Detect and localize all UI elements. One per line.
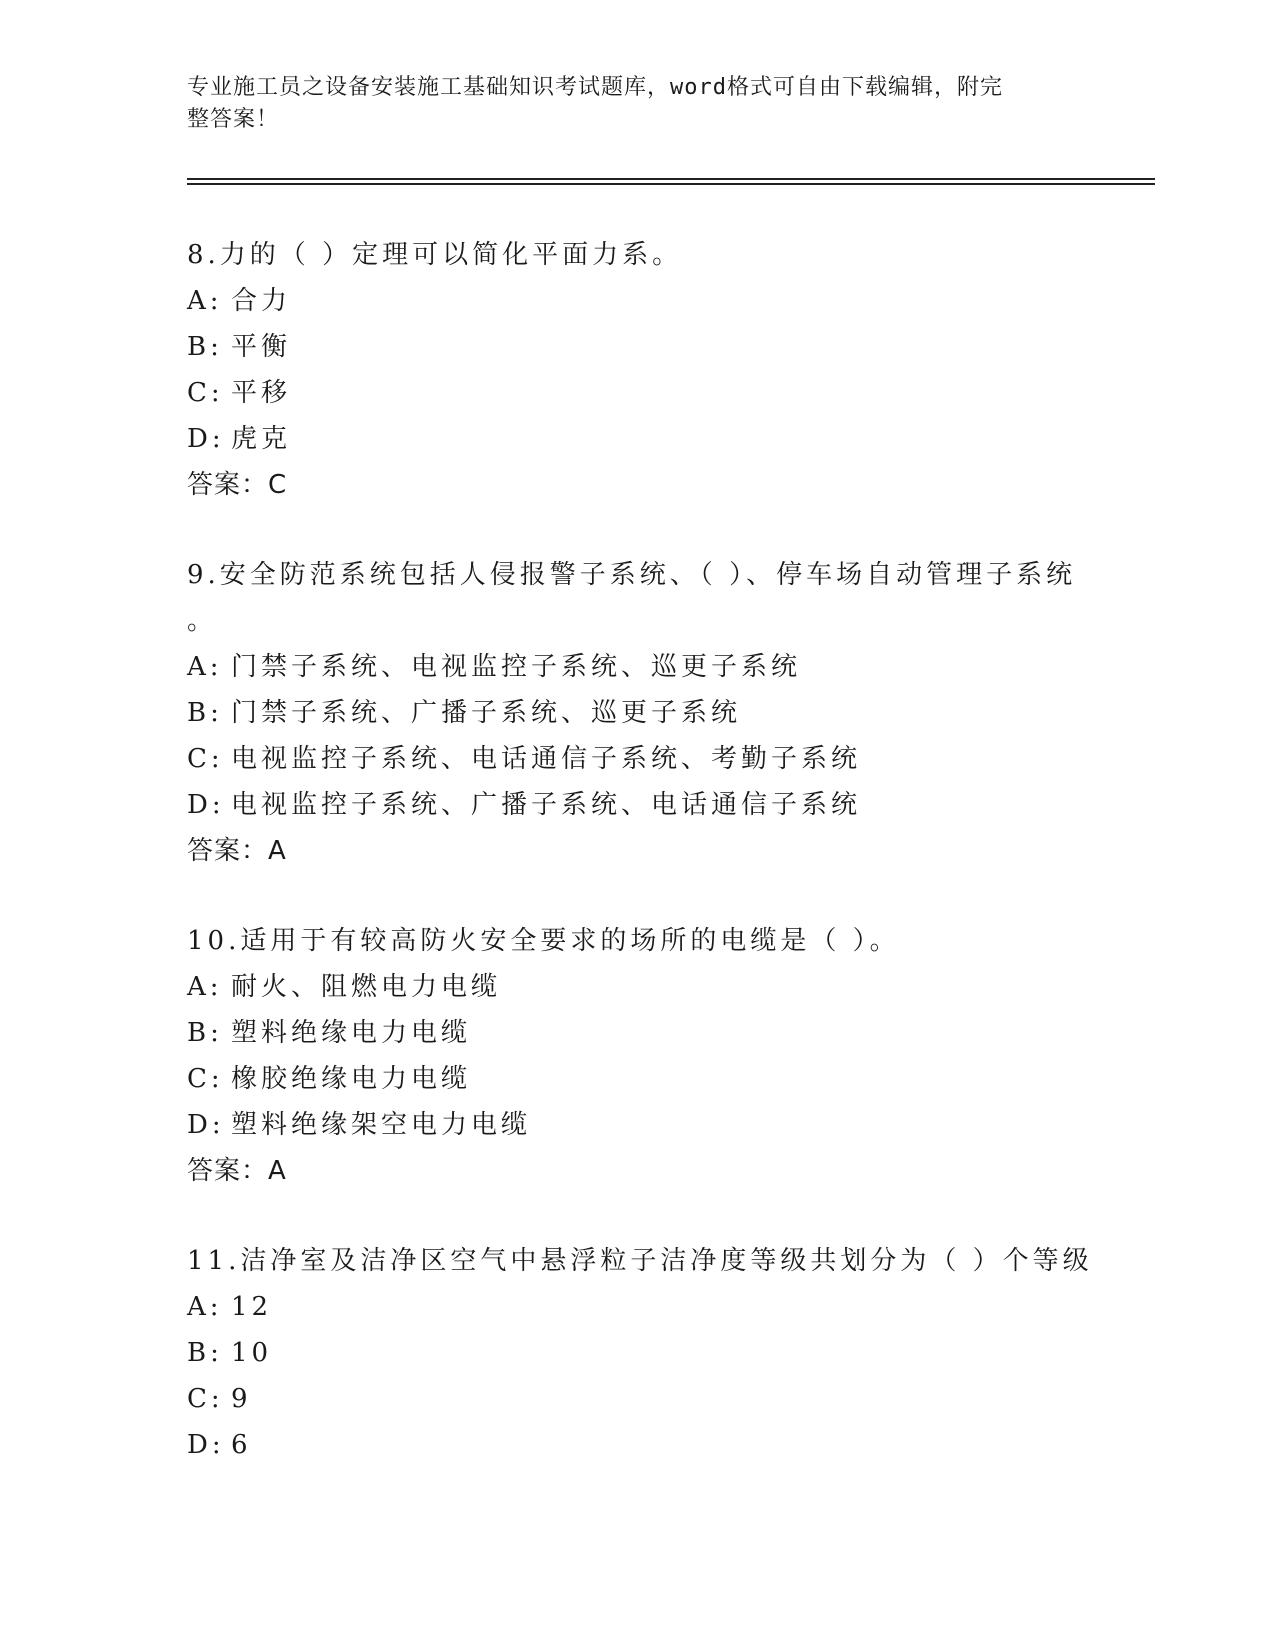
option-c [187,1376,1087,1422]
option-text: 平衡 [231,332,292,362]
option-b [187,1010,1087,1056]
option-c [187,736,1087,782]
option-key: C: [187,378,224,408]
option-b [187,690,1087,736]
option-a [187,644,1087,690]
question-stem-continuation: 。 [187,606,218,636]
document-header [187,72,1067,136]
option-a [187,964,1087,1010]
option-key: D: [187,1110,225,1140]
option-key: A: [187,286,223,316]
question-10 [187,918,1087,1194]
option-d [187,1422,1087,1468]
option-key: A: [187,1292,223,1322]
question-stem: 8.力的（ ）定理可以简化平面力系。 [187,240,683,270]
option-text: 9 [231,1384,252,1414]
option-text: 门禁子系统、广播子系统、巡更子系统 [231,698,742,728]
option-text: 橡胶绝缘电力电缆 [231,1064,472,1094]
option-key: D: [187,1430,225,1460]
question-9 [187,552,1087,874]
answer: 答案：C [187,470,288,500]
option-d [187,416,1087,462]
option-text: 电视监控子系统、广播子系统、电话通信子系统 [231,790,862,820]
option-key: C: [187,744,224,774]
option-d [187,782,1087,828]
option-a [187,1284,1087,1330]
header-divider-bottom [187,183,1155,185]
header-divider-top [187,178,1155,180]
question-stem: 11.洁净室及洁净区空气中悬浮粒子洁净度等级共划分为（ ）个等级 [187,1246,1093,1276]
option-c [187,370,1087,416]
header-line-1: 专业施工员之设备安装施工基础知识考试题库，word格式可自由下载编辑，附完 [187,75,1003,100]
answer: 答案：A [187,836,287,866]
question-stem: 9.安全防范系统包括人侵报警子系统、（ ）、停车场自动管理子系统 [187,560,1077,590]
option-key: B: [187,332,223,362]
option-text: 电视监控子系统、电话通信子系统、考勤子系统 [231,744,862,774]
option-a [187,278,1087,324]
header-line-2: 整答案！ [187,107,280,132]
option-text: 合力 [231,286,292,316]
option-key: C: [187,1384,224,1414]
option-key: B: [187,1338,223,1368]
option-text: 塑料绝缘架空电力电缆 [231,1110,532,1140]
option-text: 10 [231,1338,273,1368]
option-key: D: [187,424,225,454]
option-c [187,1056,1087,1102]
option-text: 耐火、阻燃电力电缆 [231,972,502,1002]
option-text: 塑料绝缘电力电缆 [231,1018,472,1048]
option-key: A: [187,972,223,1002]
option-text: 平移 [231,378,292,408]
option-key: B: [187,1018,223,1048]
option-b [187,1330,1087,1376]
answer: 答案：A [187,1156,287,1186]
option-d [187,1102,1087,1148]
option-b [187,324,1087,370]
question-8 [187,232,1087,508]
question-stem: 10.适用于有较高防火安全要求的场所的电缆是（ ）。 [187,926,900,956]
option-text: 12 [231,1292,273,1322]
option-key: C: [187,1064,224,1094]
question-11 [187,1238,1093,1468]
option-text: 门禁子系统、电视监控子系统、巡更子系统 [231,652,802,682]
option-text: 6 [231,1430,252,1460]
option-key: B: [187,698,223,728]
option-key: A: [187,652,223,682]
option-text: 虎克 [231,424,292,454]
option-key: D: [187,790,225,820]
